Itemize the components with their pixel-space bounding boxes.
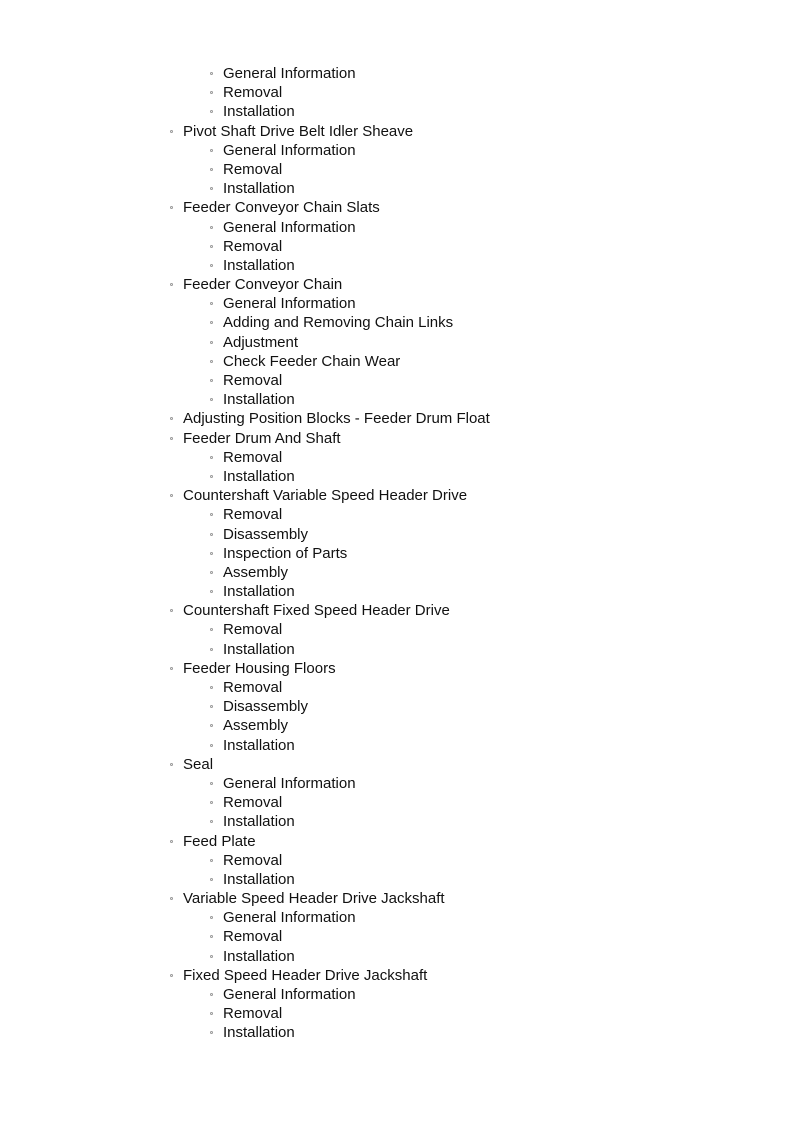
toc-subsection-item[interactable]	[0, 544, 794, 563]
toc-item-label[interactable]: Installation	[223, 736, 295, 754]
toc-subsection-item[interactable]	[0, 505, 794, 524]
toc-item-label[interactable]: Removal	[223, 621, 283, 639]
bullet-icon	[170, 667, 173, 670]
toc-section-item[interactable]	[0, 659, 794, 678]
toc-subsection-item[interactable]	[0, 1023, 794, 1042]
toc-subsection-item[interactable]	[0, 985, 794, 1004]
toc-item-label[interactable]: Removal	[223, 1005, 283, 1023]
toc-item-label[interactable]: Countershaft Variable Speed Header Drive	[183, 487, 468, 505]
toc-subsection-item[interactable]	[0, 620, 794, 639]
toc-subsection-item[interactable]	[0, 697, 794, 716]
toc-subsection-item[interactable]	[0, 678, 794, 697]
bullet-icon	[170, 206, 173, 209]
toc-item-label[interactable]: Adjusting Position Blocks - Feeder Drum Float	[183, 410, 490, 428]
toc-item-label[interactable]: Inspection of Parts	[223, 544, 348, 562]
toc-item-label[interactable]: Fixed Speed Header Drive Jackshaft	[183, 966, 428, 984]
bullet-icon	[210, 245, 213, 248]
bullet-icon	[210, 72, 213, 75]
bullet-icon	[210, 1012, 213, 1015]
toc-item-label[interactable]: Installation	[223, 813, 295, 831]
toc-subsection-item[interactable]	[0, 774, 794, 793]
bullet-icon	[210, 916, 213, 919]
bullet-icon	[210, 341, 213, 344]
toc-subsection-item[interactable]	[0, 256, 794, 275]
toc-item-label[interactable]: Installation	[223, 1024, 295, 1042]
toc-subsection-item[interactable]	[0, 563, 794, 582]
bullet-icon	[210, 226, 213, 229]
toc-subsection-item[interactable]	[0, 582, 794, 601]
toc-item-label[interactable]: Assembly	[223, 717, 289, 735]
toc-subsection-item[interactable]	[0, 927, 794, 946]
bullet-icon	[170, 417, 173, 420]
toc-item-label[interactable]: Installation	[223, 391, 295, 409]
toc-subsection-item[interactable]	[0, 160, 794, 179]
toc-item-label[interactable]: Installation	[223, 180, 295, 198]
toc-item-label[interactable]: General Information	[223, 141, 356, 159]
toc-item-label[interactable]: Feed Plate	[183, 832, 256, 850]
toc-subsection-item[interactable]	[0, 467, 794, 486]
toc-subsection-item[interactable]	[0, 947, 794, 966]
toc-item-label[interactable]: Removal	[223, 928, 283, 946]
bullet-icon	[210, 360, 213, 363]
bullet-icon	[210, 993, 213, 996]
bullet-icon	[210, 110, 213, 113]
toc-subsection-item[interactable]	[0, 716, 794, 735]
toc-item-label[interactable]: Installation	[223, 640, 295, 658]
toc-item-label[interactable]: Installation	[223, 256, 295, 274]
toc-item-label[interactable]: General Information	[223, 909, 356, 927]
toc-item-label[interactable]: Removal	[223, 372, 283, 389]
toc-item-label[interactable]: Feeder Drum And Shaft	[183, 429, 341, 447]
toc-subsection-item[interactable]	[0, 141, 794, 160]
toc-section-item[interactable]	[0, 275, 794, 294]
toc-item-label[interactable]: General Information	[223, 65, 356, 82]
toc-item-label[interactable]: Installation	[223, 583, 295, 601]
bullet-icon	[210, 782, 213, 785]
toc-section-item[interactable]	[0, 889, 794, 908]
toc-item-label[interactable]: Disassembly	[223, 698, 309, 716]
toc-item-label[interactable]: Removal	[223, 506, 283, 524]
toc-item-label[interactable]: Feeder Conveyor Chain Slats	[183, 199, 380, 217]
toc-item-label[interactable]: Disassembly	[223, 525, 309, 543]
toc-item-label[interactable]: General Information	[223, 218, 356, 236]
toc-item-label[interactable]: Installation	[223, 103, 295, 121]
toc-subsection-item[interactable]	[0, 640, 794, 659]
toc-item-label[interactable]: Assembly	[223, 563, 289, 581]
toc-item-label[interactable]: Pivot Shaft Drive Belt Idler Sheave	[183, 122, 414, 140]
bullet-icon	[170, 763, 173, 766]
bullet-icon	[210, 878, 213, 881]
bullet-icon	[210, 955, 213, 958]
table-of-contents	[0, 64, 794, 1043]
toc-subsection-item[interactable]	[0, 908, 794, 927]
toc-subsection-item[interactable]	[0, 83, 794, 102]
bullet-icon	[210, 705, 213, 708]
toc-section-item[interactable]	[0, 601, 794, 620]
toc-subsection-item[interactable]	[0, 812, 794, 831]
toc-subsection-item[interactable]	[0, 179, 794, 198]
toc-item-label[interactable]: Removal	[223, 679, 283, 696]
toc-item-label[interactable]: Removal	[223, 84, 283, 102]
toc-subsection-item[interactable]	[0, 736, 794, 755]
toc-subsection-item[interactable]	[0, 1004, 794, 1023]
bullet-icon	[210, 820, 213, 823]
bullet-icon	[210, 801, 213, 804]
toc-section-item[interactable]	[0, 832, 794, 851]
bullet-icon	[210, 648, 213, 651]
toc-item-label[interactable]: Installation	[223, 870, 295, 888]
bullet-icon	[170, 609, 173, 612]
bullet-icon	[210, 321, 213, 324]
toc-section-item[interactable]	[0, 122, 794, 141]
bullet-icon	[210, 935, 213, 938]
bullet-icon	[170, 897, 173, 900]
toc-subsection-item[interactable]	[0, 870, 794, 889]
toc-subsection-item[interactable]	[0, 448, 794, 467]
bullet-icon	[210, 264, 213, 267]
toc-section-item[interactable]	[0, 966, 794, 985]
bullet-icon	[210, 168, 213, 171]
toc-subsection-item[interactable]	[0, 333, 794, 352]
bullet-icon	[170, 437, 173, 440]
bullet-icon	[170, 283, 173, 286]
toc-item-label[interactable]: Removal	[223, 851, 283, 869]
bullet-icon	[210, 475, 213, 478]
toc-item-label[interactable]: Seal	[183, 755, 214, 773]
toc-section-item[interactable]	[0, 429, 794, 448]
toc-item-label[interactable]: Removal	[223, 794, 283, 812]
bullet-icon	[210, 379, 213, 382]
bullet-icon	[210, 91, 213, 94]
toc-item-label[interactable]: Adding and Removing Chain Links	[223, 314, 454, 332]
toc-section-item[interactable]	[0, 755, 794, 774]
toc-subsection-item[interactable]	[0, 525, 794, 544]
toc-item-label[interactable]: General Information	[223, 295, 356, 313]
bullet-icon	[210, 571, 213, 574]
toc-item-label[interactable]: General Information	[223, 774, 356, 792]
bullet-icon	[210, 724, 213, 727]
bullet-icon	[210, 1031, 213, 1034]
toc-subsection-item[interactable]	[0, 371, 794, 390]
toc-subsection-item[interactable]	[0, 218, 794, 237]
bullet-icon	[210, 302, 213, 305]
toc-item-label[interactable]: General Information	[223, 986, 356, 1003]
bullet-icon	[170, 840, 173, 843]
bullet-icon	[170, 974, 173, 977]
toc-item-label[interactable]: Variable Speed Header Drive Jackshaft	[183, 890, 445, 908]
toc-section-item[interactable]	[0, 486, 794, 505]
toc-item-label[interactable]: Removal	[223, 237, 283, 255]
bullet-icon	[170, 130, 173, 133]
bullet-icon	[210, 456, 213, 459]
toc-item-label[interactable]: Check Feeder Chain Wear	[223, 352, 401, 370]
toc-item-label[interactable]: Installation	[223, 947, 295, 965]
toc-subsection-item[interactable]	[0, 793, 794, 812]
toc-item-label[interactable]: Removal	[223, 160, 283, 178]
bullet-icon	[170, 494, 173, 497]
toc-subsection-item[interactable]	[0, 851, 794, 870]
bullet-icon	[210, 628, 213, 631]
bullet-icon	[210, 187, 213, 190]
bullet-icon	[210, 552, 213, 555]
toc-subsection-item[interactable]	[0, 390, 794, 409]
toc-item-label[interactable]: Feeder Housing Floors	[183, 659, 336, 677]
bullet-icon	[210, 686, 213, 689]
toc-item-label[interactable]: Installation	[223, 467, 295, 485]
bullet-icon	[210, 744, 213, 747]
bullet-icon	[210, 590, 213, 593]
toc-section-item[interactable]	[0, 409, 794, 428]
toc-item-label[interactable]: Feeder Conveyor Chain	[183, 276, 343, 294]
toc-item-label[interactable]: Adjustment	[223, 333, 299, 351]
bullet-icon	[210, 149, 213, 152]
toc-item-label[interactable]: Removal	[223, 448, 283, 466]
bullet-icon	[210, 398, 213, 401]
bullet-icon	[210, 859, 213, 862]
toc-subsection-item[interactable]	[0, 294, 794, 313]
toc-subsection-item[interactable]	[0, 313, 794, 332]
toc-section-item[interactable]	[0, 198, 794, 217]
toc-subsection-item[interactable]	[0, 102, 794, 121]
toc-subsection-item[interactable]	[0, 352, 794, 371]
toc-subsection-item[interactable]	[0, 237, 794, 256]
toc-item-label[interactable]: Countershaft Fixed Speed Header Drive	[183, 602, 450, 620]
bullet-icon	[210, 513, 213, 516]
bullet-icon	[210, 533, 213, 536]
toc-subsection-item[interactable]	[0, 64, 794, 83]
